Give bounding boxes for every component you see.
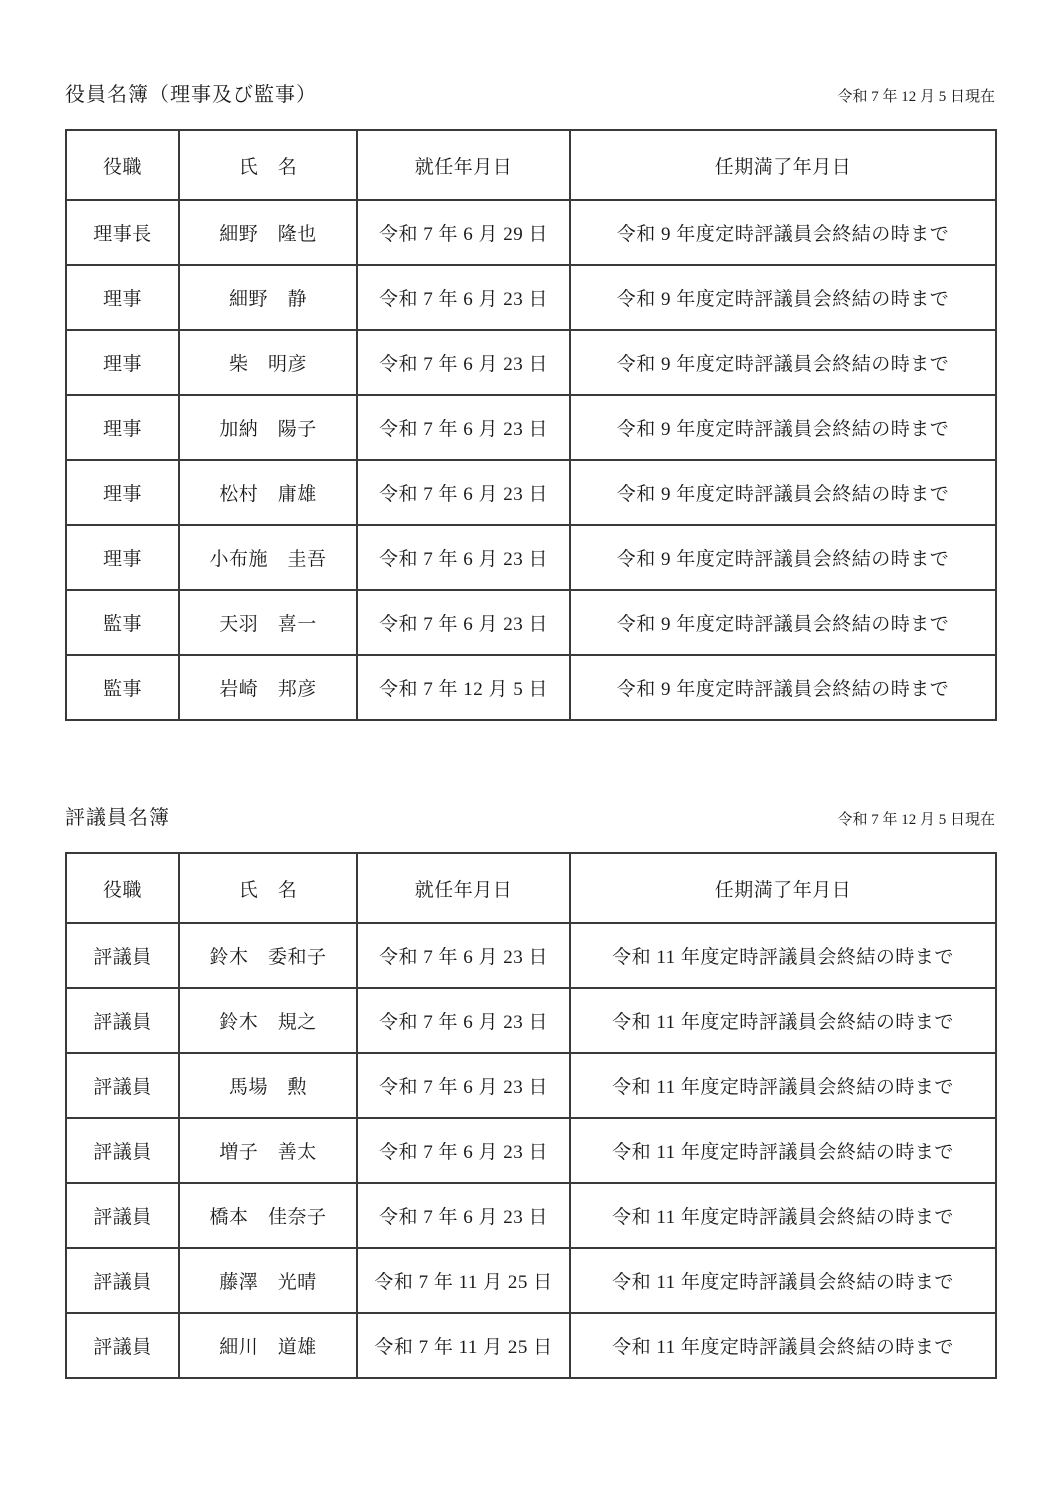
- name-cell: 岩崎 邦彦: [179, 655, 357, 720]
- name-cell: 柴 明彦: [179, 330, 357, 395]
- term-end-cell: 令和 11 年度定時評議員会終結の時まで: [570, 1248, 996, 1313]
- term-end-cell: 令和 9 年度定時評議員会終結の時まで: [570, 460, 996, 525]
- column-header-term-end: 任期満了年月日: [570, 130, 996, 200]
- table-row: [66, 655, 996, 720]
- name-cell: 藤澤 光晴: [179, 1248, 357, 1313]
- councilors-title: 評議員名簿: [65, 807, 170, 829]
- officers-table: [65, 129, 997, 721]
- role-cell: 評議員: [66, 1118, 179, 1183]
- role-cell: 評議員: [66, 1183, 179, 1248]
- appointed-cell: 令和 7 年 6 月 23 日: [357, 330, 570, 395]
- table-row: [66, 200, 996, 265]
- name-cell: 小布施 圭吾: [179, 525, 357, 590]
- appointed-cell: 令和 7 年 12 月 5 日: [357, 655, 570, 720]
- appointed-cell: 令和 7 年 6 月 23 日: [357, 525, 570, 590]
- role-cell: 評議員: [66, 988, 179, 1053]
- role-cell: 評議員: [66, 923, 179, 988]
- officers-section-header: [65, 78, 995, 107]
- role-cell: 理事: [66, 395, 179, 460]
- term-end-cell: 令和 11 年度定時評議員会終結の時まで: [570, 1183, 996, 1248]
- column-header-appointed: 就任年月日: [357, 853, 570, 923]
- role-cell: 理事: [66, 460, 179, 525]
- term-end-cell: 令和 11 年度定時評議員会終結の時まで: [570, 988, 996, 1053]
- table-row: [66, 923, 996, 988]
- appointed-cell: 令和 7 年 6 月 23 日: [357, 590, 570, 655]
- column-header-term-end: 任期満了年月日: [570, 853, 996, 923]
- column-header-role: 役職: [66, 853, 179, 923]
- appointed-cell: 令和 7 年 6 月 29 日: [357, 200, 570, 265]
- name-cell: 増子 善太: [179, 1118, 357, 1183]
- column-header-appointed: 就任年月日: [357, 130, 570, 200]
- name-cell: 天羽 喜一: [179, 590, 357, 655]
- councilors-as-of-date: 令和 7 年 12 月 5 日現在: [837, 812, 995, 828]
- officers-title: 役員名簿（理事及び監事）: [65, 84, 317, 106]
- name-cell: 加納 陽子: [179, 395, 357, 460]
- officers-header-row: [66, 130, 996, 200]
- name-cell: 細川 道雄: [179, 1313, 357, 1378]
- appointed-cell: 令和 7 年 11 月 25 日: [357, 1313, 570, 1378]
- name-cell: 鈴木 規之: [179, 988, 357, 1053]
- councilors-section: [65, 801, 995, 1379]
- table-row: [66, 1313, 996, 1378]
- appointed-cell: 令和 7 年 6 月 23 日: [357, 1118, 570, 1183]
- appointed-cell: 令和 7 年 6 月 23 日: [357, 988, 570, 1053]
- role-cell: 理事: [66, 265, 179, 330]
- term-end-cell: 令和 11 年度定時評議員会終結の時まで: [570, 1053, 996, 1118]
- role-cell: 監事: [66, 655, 179, 720]
- term-end-cell: 令和 11 年度定時評議員会終結の時まで: [570, 1118, 996, 1183]
- term-end-cell: 令和 9 年度定時評議員会終結の時まで: [570, 200, 996, 265]
- table-row: [66, 1248, 996, 1313]
- officers-as-of-date: 令和 7 年 12 月 5 日現在: [837, 89, 995, 105]
- table-row: [66, 1183, 996, 1248]
- appointed-cell: 令和 7 年 6 月 23 日: [357, 1183, 570, 1248]
- term-end-cell: 令和 11 年度定時評議員会終結の時まで: [570, 1313, 996, 1378]
- term-end-cell: 令和 9 年度定時評議員会終結の時まで: [570, 330, 996, 395]
- table-row: [66, 395, 996, 460]
- table-row: [66, 1053, 996, 1118]
- role-cell: 理事: [66, 525, 179, 590]
- name-cell: 馬場 勲: [179, 1053, 357, 1118]
- councilors-section-header: [65, 801, 995, 830]
- term-end-cell: 令和 11 年度定時評議員会終結の時まで: [570, 923, 996, 988]
- appointed-cell: 令和 7 年 6 月 23 日: [357, 923, 570, 988]
- role-cell: 評議員: [66, 1313, 179, 1378]
- appointed-cell: 令和 7 年 6 月 23 日: [357, 1053, 570, 1118]
- appointed-cell: 令和 7 年 11 月 25 日: [357, 1248, 570, 1313]
- term-end-cell: 令和 9 年度定時評議員会終結の時まで: [570, 395, 996, 460]
- name-cell: 橋本 佳奈子: [179, 1183, 357, 1248]
- table-row: [66, 460, 996, 525]
- role-cell: 理事長: [66, 200, 179, 265]
- section-gap: [65, 721, 995, 801]
- table-row: [66, 525, 996, 590]
- column-header-name: 氏 名: [179, 130, 357, 200]
- appointed-cell: 令和 7 年 6 月 23 日: [357, 395, 570, 460]
- column-header-role: 役職: [66, 130, 179, 200]
- table-row: [66, 265, 996, 330]
- table-row: [66, 988, 996, 1053]
- appointed-cell: 令和 7 年 6 月 23 日: [357, 460, 570, 525]
- role-cell: 評議員: [66, 1248, 179, 1313]
- name-cell: 細野 静: [179, 265, 357, 330]
- name-cell: 松村 庸雄: [179, 460, 357, 525]
- councilors-header-row: [66, 853, 996, 923]
- term-end-cell: 令和 9 年度定時評議員会終結の時まで: [570, 590, 996, 655]
- role-cell: 評議員: [66, 1053, 179, 1118]
- appointed-cell: 令和 7 年 6 月 23 日: [357, 265, 570, 330]
- name-cell: 鈴木 委和子: [179, 923, 357, 988]
- column-header-name: 氏 名: [179, 853, 357, 923]
- name-cell: 細野 隆也: [179, 200, 357, 265]
- term-end-cell: 令和 9 年度定時評議員会終結の時まで: [570, 655, 996, 720]
- table-row: [66, 1118, 996, 1183]
- table-row: [66, 330, 996, 395]
- officers-section: [65, 78, 995, 721]
- role-cell: 理事: [66, 330, 179, 395]
- term-end-cell: 令和 9 年度定時評議員会終結の時まで: [570, 265, 996, 330]
- councilors-table: [65, 852, 997, 1379]
- role-cell: 監事: [66, 590, 179, 655]
- term-end-cell: 令和 9 年度定時評議員会終結の時まで: [570, 525, 996, 590]
- table-row: [66, 590, 996, 655]
